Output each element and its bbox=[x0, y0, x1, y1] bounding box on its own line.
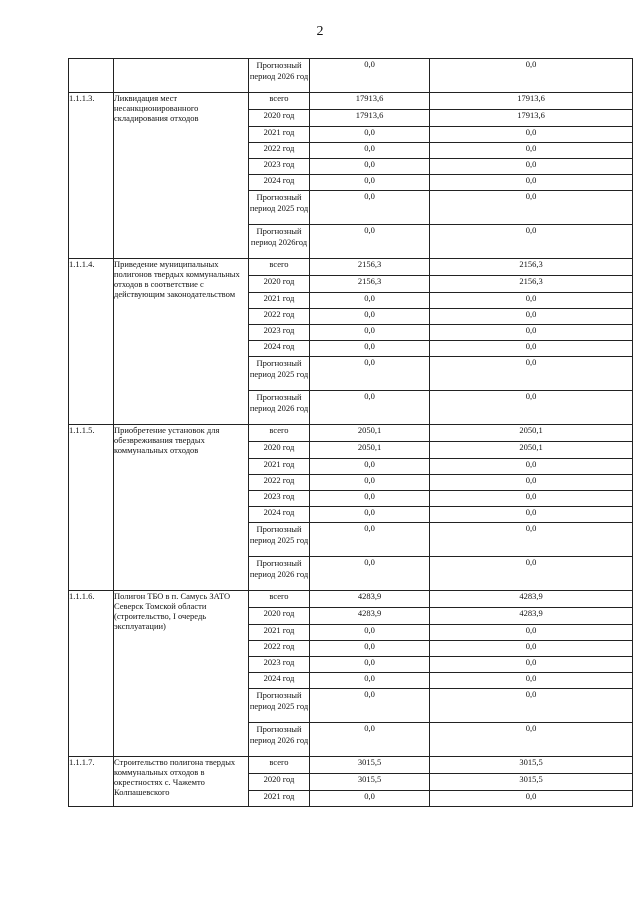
value-cell-1: 0,0 bbox=[310, 673, 430, 689]
value-cell-2: 0,0 bbox=[430, 191, 633, 225]
value-cell-2: 17913,6 bbox=[430, 93, 633, 110]
period-label: Прогнозный период 2025 год bbox=[249, 191, 310, 225]
period-label: 2020 год bbox=[249, 774, 310, 791]
value-cell-1: 0,0 bbox=[310, 341, 430, 357]
value-cell-2: 3015,5 bbox=[430, 774, 633, 791]
item-name: Приобретение установок для обезвреживания твердых коммунальных отходов bbox=[114, 425, 249, 591]
value-cell-1: 0,0 bbox=[310, 59, 430, 93]
period-label: Прогнозный период 2026 год bbox=[249, 557, 310, 591]
value-cell-1: 0,0 bbox=[310, 641, 430, 657]
period-label: 2020 год bbox=[249, 442, 310, 459]
value-cell-2: 0,0 bbox=[430, 673, 633, 689]
table-row bbox=[69, 93, 633, 110]
value-cell-2: 0,0 bbox=[430, 127, 633, 143]
period-label: 2020 год bbox=[249, 608, 310, 625]
value-cell-2: 17913,6 bbox=[430, 110, 633, 127]
value-cell-1: 0,0 bbox=[310, 391, 430, 425]
table-row bbox=[69, 425, 633, 442]
value-cell-2: 4283,9 bbox=[430, 591, 633, 608]
value-cell-1: 3015,5 bbox=[310, 774, 430, 791]
period-label: 2023 год bbox=[249, 159, 310, 175]
value-cell-1: 0,0 bbox=[310, 357, 430, 391]
period-label: 2022 год bbox=[249, 309, 310, 325]
value-cell-1: 0,0 bbox=[310, 191, 430, 225]
value-cell-2: 2050,1 bbox=[430, 442, 633, 459]
period-label: 2020 год bbox=[249, 276, 310, 293]
value-cell-1: 0,0 bbox=[310, 723, 430, 757]
item-name: Ликвидация мест несанкционированного складирования отходов bbox=[114, 93, 249, 259]
period-label: 2024 год bbox=[249, 341, 310, 357]
value-cell-2: 0,0 bbox=[430, 59, 633, 93]
period-label: 2021 год bbox=[249, 293, 310, 309]
value-cell-2: 0,0 bbox=[430, 641, 633, 657]
value-cell-1: 0,0 bbox=[310, 225, 430, 259]
period-label: всего bbox=[249, 93, 310, 110]
value-cell-2: 0,0 bbox=[430, 557, 633, 591]
period-label: всего bbox=[249, 425, 310, 442]
value-cell-1: 0,0 bbox=[310, 475, 430, 491]
value-cell-1: 0,0 bbox=[310, 507, 430, 523]
value-cell-1: 2050,1 bbox=[310, 425, 430, 442]
value-cell-2: 0,0 bbox=[430, 625, 633, 641]
period-label: Прогнозный период 2026 год bbox=[249, 723, 310, 757]
value-cell-2: 2156,3 bbox=[430, 276, 633, 293]
value-cell-2: 0,0 bbox=[430, 491, 633, 507]
value-cell-1: 0,0 bbox=[310, 523, 430, 557]
value-cell-2: 0,0 bbox=[430, 391, 633, 425]
period-label: 2024 год bbox=[249, 507, 310, 523]
period-label: 2022 год bbox=[249, 143, 310, 159]
value-cell-1: 2156,3 bbox=[310, 259, 430, 276]
value-cell-1: 0,0 bbox=[310, 143, 430, 159]
period-label: 2024 год bbox=[249, 175, 310, 191]
item-name: Полигон ТБО в п. Самусь ЗАТО Северск Томской области (строительство, I очередь эксплуатации) bbox=[114, 591, 249, 757]
value-cell-2: 0,0 bbox=[430, 293, 633, 309]
value-cell-2: 0,0 bbox=[430, 325, 633, 341]
period-label: 2023 год bbox=[249, 325, 310, 341]
value-cell-1: 0,0 bbox=[310, 175, 430, 191]
period-label: 2021 год bbox=[249, 625, 310, 641]
budget-table bbox=[68, 58, 633, 807]
value-cell-2: 0,0 bbox=[430, 143, 633, 159]
period-label: Прогнозный период 2026год bbox=[249, 225, 310, 259]
value-cell-1: 0,0 bbox=[310, 791, 430, 807]
value-cell-1: 17913,6 bbox=[310, 110, 430, 127]
value-cell-1: 0,0 bbox=[310, 657, 430, 673]
period-label: 2021 год bbox=[249, 459, 310, 475]
value-cell-1: 0,0 bbox=[310, 309, 430, 325]
value-cell-2: 0,0 bbox=[430, 357, 633, 391]
item-number: 1.1.1.6. bbox=[69, 591, 114, 757]
value-cell-2: 0,0 bbox=[430, 341, 633, 357]
item-name: Приведение муниципальных полигонов твердых коммунальных отходов в соответствие с действующим законодательством bbox=[114, 259, 249, 425]
value-cell-2: 0,0 bbox=[430, 689, 633, 723]
value-cell-2: 0,0 bbox=[430, 459, 633, 475]
period-label: 2021 год bbox=[249, 127, 310, 143]
value-cell-1: 0,0 bbox=[310, 689, 430, 723]
value-cell-1: 0,0 bbox=[310, 127, 430, 143]
value-cell-1: 17913,6 bbox=[310, 93, 430, 110]
table-row bbox=[69, 259, 633, 276]
value-cell-1: 0,0 bbox=[310, 293, 430, 309]
table-row bbox=[69, 59, 633, 93]
value-cell-1: 4283,9 bbox=[310, 591, 430, 608]
period-label: Прогнозный период 2026 год bbox=[249, 391, 310, 425]
period-label: всего bbox=[249, 757, 310, 774]
item-number: 1.1.1.4. bbox=[69, 259, 114, 425]
value-cell-1: 0,0 bbox=[310, 625, 430, 641]
period-label: 2020 год bbox=[249, 110, 310, 127]
period-label: 2021 год bbox=[249, 791, 310, 807]
period-label: Прогнозный период 2025 год bbox=[249, 523, 310, 557]
period-label: Прогнозный период 2025 год bbox=[249, 357, 310, 391]
value-cell-1: 0,0 bbox=[310, 325, 430, 341]
value-cell-1: 0,0 bbox=[310, 491, 430, 507]
value-cell-1: 0,0 bbox=[310, 459, 430, 475]
value-cell-1: 3015,5 bbox=[310, 757, 430, 774]
value-cell-1: 0,0 bbox=[310, 557, 430, 591]
table-row bbox=[69, 591, 633, 608]
item-number: 1.1.1.7. bbox=[69, 757, 114, 807]
value-cell-2: 0,0 bbox=[430, 723, 633, 757]
value-cell-2: 0,0 bbox=[430, 657, 633, 673]
value-cell-2: 2050,1 bbox=[430, 425, 633, 442]
value-cell-2: 4283,9 bbox=[430, 608, 633, 625]
table-row bbox=[69, 757, 633, 774]
value-cell-2: 3015,5 bbox=[430, 757, 633, 774]
item-number bbox=[69, 59, 114, 93]
value-cell-2: 0,0 bbox=[430, 159, 633, 175]
page-number: 2 bbox=[316, 24, 324, 39]
period-label: 2022 год bbox=[249, 641, 310, 657]
period-label: всего bbox=[249, 591, 310, 608]
period-label: 2024 год bbox=[249, 673, 310, 689]
item-name bbox=[114, 59, 249, 93]
item-name: Строительство полигона твердых коммунальных отходов в окрестностях с. Чажемто Колпашевского bbox=[114, 757, 249, 807]
period-label: 2023 год bbox=[249, 491, 310, 507]
value-cell-1: 2156,3 bbox=[310, 276, 430, 293]
value-cell-2: 0,0 bbox=[430, 225, 633, 259]
item-number: 1.1.1.3. bbox=[69, 93, 114, 259]
item-number: 1.1.1.5. bbox=[69, 425, 114, 591]
value-cell-2: 0,0 bbox=[430, 175, 633, 191]
value-cell-2: 0,0 bbox=[430, 507, 633, 523]
period-label: Прогнозный период 2026 год bbox=[249, 59, 310, 93]
value-cell-2: 0,0 bbox=[430, 791, 633, 807]
period-label: 2023 год bbox=[249, 657, 310, 673]
value-cell-2: 2156,3 bbox=[430, 259, 633, 276]
value-cell-2: 0,0 bbox=[430, 523, 633, 557]
value-cell-1: 4283,9 bbox=[310, 608, 430, 625]
value-cell-2: 0,0 bbox=[430, 309, 633, 325]
value-cell-1: 2050,1 bbox=[310, 442, 430, 459]
period-label: всего bbox=[249, 259, 310, 276]
value-cell-2: 0,0 bbox=[430, 475, 633, 491]
period-label: Прогнозный период 2025 год bbox=[249, 689, 310, 723]
period-label: 2022 год bbox=[249, 475, 310, 491]
value-cell-1: 0,0 bbox=[310, 159, 430, 175]
